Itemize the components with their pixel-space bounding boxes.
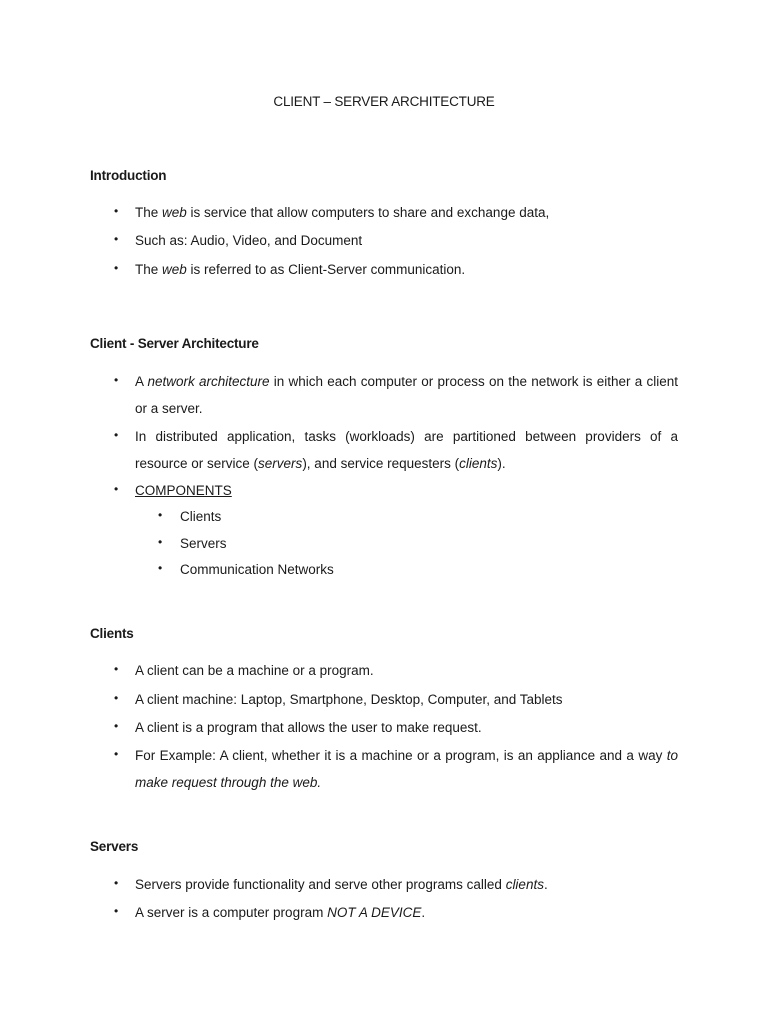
list-item: • A network architecture in which each computer or process on the network is either a client or a server. xyxy=(114,373,679,416)
bullet-icon: • xyxy=(114,482,119,496)
bullet-icon: • xyxy=(158,561,163,575)
heading-clients: Clients xyxy=(90,626,134,641)
bullet-icon: • xyxy=(114,428,119,442)
components-label: COMPONENTS xyxy=(135,483,232,498)
sub-list-item: • Servers xyxy=(158,535,227,551)
bullet-icon: • xyxy=(114,204,119,218)
list-item: • In distributed application, tasks (workloads) are partitioned between providers of a resource or service (servers), and service requesters (clients). xyxy=(114,428,678,471)
list-item xyxy=(114,482,678,500)
sub-list-item: • Communication Networks xyxy=(158,561,334,577)
bullet-icon: • xyxy=(158,508,163,522)
list-item: • A client is a program that allows the user to make request. xyxy=(114,719,482,735)
bullet-icon: • xyxy=(114,904,119,918)
bullet-icon: • xyxy=(114,876,119,890)
bullet-icon: • xyxy=(114,691,119,705)
bullet-icon: • xyxy=(114,232,119,246)
list-item: • A client can be a machine or a program. xyxy=(114,662,374,678)
list-item: • For Example: A client, whether it is a machine or a program, is an appliance and a way to make request through the web. xyxy=(114,747,678,790)
list-item: • The web is referred to as Client-Server communication. xyxy=(114,261,466,277)
bullet-icon: • xyxy=(114,261,119,275)
list-item: • A server is a computer program NOT A DEVICE. xyxy=(114,904,426,920)
list-item: • Servers provide functionality and serve other programs called clients. xyxy=(114,876,548,892)
sub-list-item: • Clients xyxy=(158,508,222,524)
heading-introduction: Introduction xyxy=(90,168,167,183)
bullet-icon: • xyxy=(114,747,119,761)
bullet-icon: • xyxy=(158,535,163,549)
heading-servers: Servers xyxy=(90,839,139,854)
page-title: CLIENT – SERVER ARCHITECTURE xyxy=(273,94,495,109)
list-item: • Such as: Audio, Video, and Document xyxy=(114,232,363,248)
bullet-icon: • xyxy=(114,662,119,676)
heading-client-server-architecture: Client - Server Architecture xyxy=(90,336,259,351)
bullet-icon: • xyxy=(114,373,119,387)
bullet-icon: • xyxy=(114,719,119,733)
list-item: • The web is service that allow computers to share and exchange data, xyxy=(114,204,550,220)
list-item: • A client machine: Laptop, Smartphone, Desktop, Computer, and Tablets xyxy=(114,691,563,707)
